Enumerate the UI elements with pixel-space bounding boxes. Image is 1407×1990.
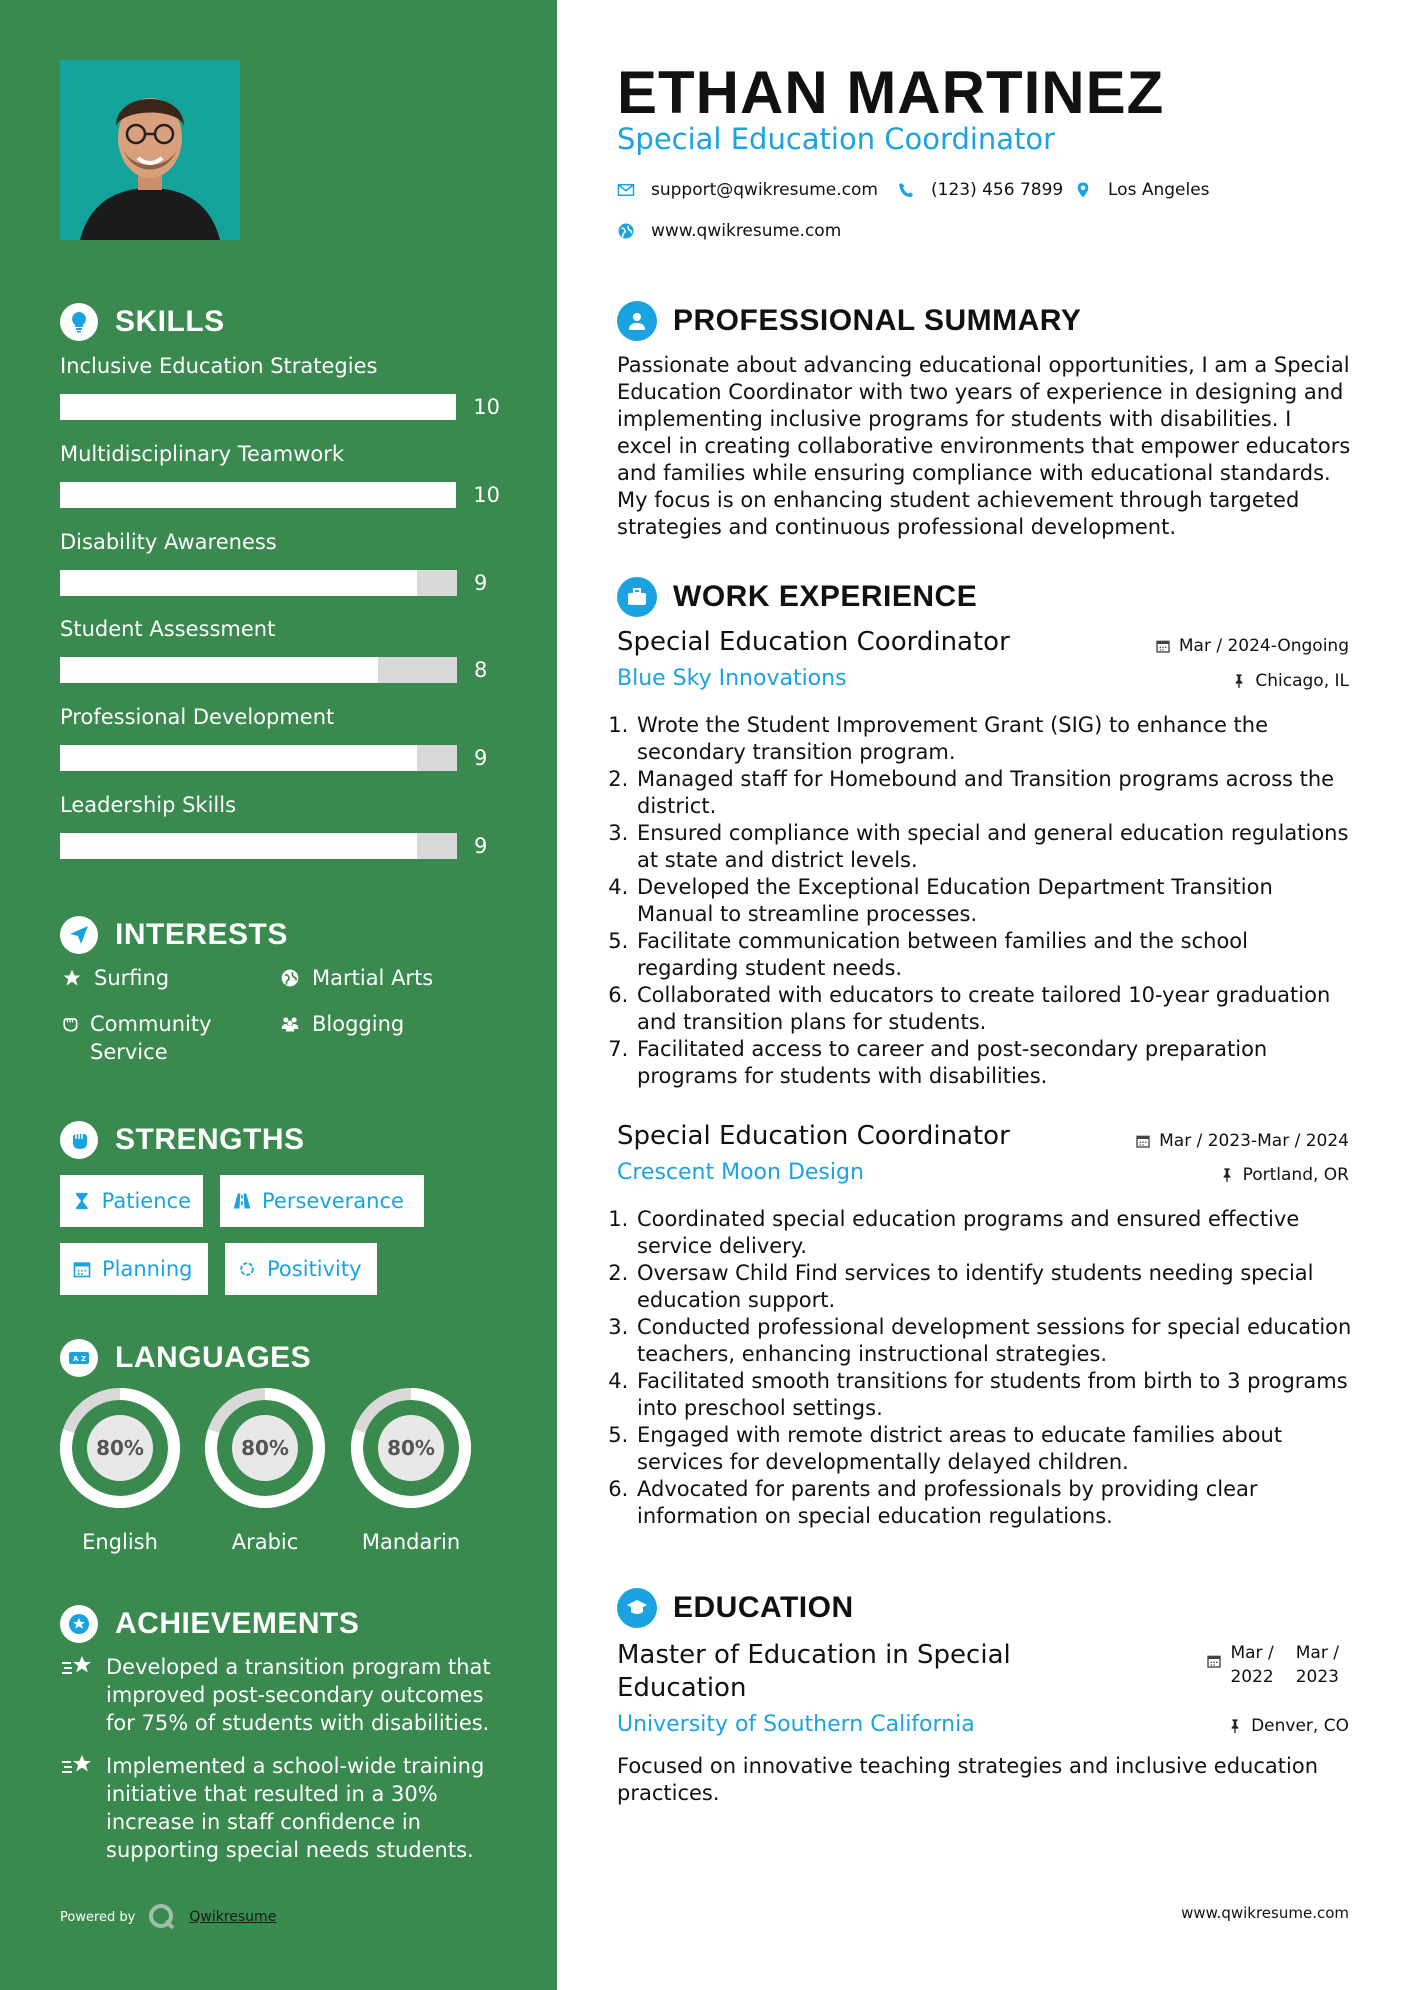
company-name: Blue Sky Innovations [617,666,847,691]
job-duties-list [617,712,1352,1090]
strength-label: Perseverance [262,1189,404,1213]
skill-item [60,615,500,683]
language-item [351,1388,471,1554]
duty-item: 4. Developed the Exceptional Education Department Transition Manual to streamline processes. [635,874,1352,928]
skill-bar [60,745,457,771]
language-percent: 80% [241,1436,289,1460]
skill-name: Professional Development [60,705,335,729]
summary-text: Passionate about advancing educational opportunities, I am a Special Education Coordinator with two years of experience in designing and implementing inclusive programs for students with disabilities. I excel in creating collaborative environments that empower educators and families while ensuring compliance with educational standards. My focus is on enhancing student achievement through targeted strategies and continuous professional development. [617,353,1351,539]
language-ring [60,1388,180,1508]
award-star-icon [60,1605,98,1643]
duty-item: 4. Facilitated smooth transitions for students from birth to 3 programs into preschool settings. [635,1368,1352,1422]
language-name: Arabic [231,1530,299,1554]
strength-badge [60,1175,203,1227]
skill-item [60,703,500,771]
contact-email [617,180,878,200]
strength-badge [60,1243,208,1295]
achievement-item [60,1752,500,1864]
interest-item [60,1010,260,1066]
calendar-icon [1155,638,1171,654]
users-icon [278,1010,302,1038]
summary-title: PROFESSIONAL SUMMARY [673,304,1082,337]
svg-text:Z: Z [81,1355,87,1363]
achievements-title: ACHIEVEMENTS [115,1607,360,1640]
interest-label: Martial Arts [312,966,434,990]
skill-score: 10 [473,483,500,507]
star-icon [60,964,84,992]
job-location [1219,1165,1349,1185]
duty-item: 5. Engaged with remote district areas to educate families about services for developmentally delayed children. [635,1422,1352,1476]
paper-plane-icon [60,916,98,954]
skill-score: 9 [474,834,488,858]
strength-label: Planning [102,1257,193,1281]
strength-label: Patience [101,1189,191,1213]
skill-item [60,440,500,508]
degree-line: Education [617,1673,747,1703]
phone-text[interactable]: (123) 456 7899 [931,180,1064,200]
skill-bar-fill [60,394,456,420]
skill-score: 10 [473,395,500,419]
strengths-title: STRENGTHS [115,1123,305,1156]
job-title: Special Education Coordinator [617,1121,1010,1151]
profile-photo [60,60,240,240]
svg-text:A: A [73,1355,79,1363]
job-location [1231,671,1349,691]
languages-title: LANGUAGES [115,1341,312,1374]
skills-heading [60,302,225,342]
interest-item [60,964,169,992]
calendar-icon [1135,1133,1151,1149]
language-name: English [82,1530,158,1554]
education-heading [617,1587,854,1629]
job-location-text: Portland, OR [1242,1165,1349,1185]
education-title: EDUCATION [673,1591,854,1624]
skill-item [60,352,500,420]
strength-badge [225,1243,377,1295]
achievements-heading [60,1604,359,1644]
company-name: Crescent Moon Design [617,1160,864,1185]
interests-title: INTERESTS [115,918,288,951]
interest-label: Blogging [312,1012,405,1036]
skill-score: 8 [474,658,488,682]
interest-label: Community Service [90,1012,212,1064]
contact-location [1074,180,1210,200]
contact-phone [897,180,1063,200]
experience-heading [617,576,977,618]
email-text[interactable]: support@qwikresume.com [651,180,878,200]
skill-bar [60,394,456,420]
powered-by [60,1902,276,1932]
degree-line: Master of Education in Special [617,1640,1011,1670]
skill-bar-fill [60,657,378,683]
end-year: 2023 [1295,1667,1339,1687]
summary-heading [617,300,1081,342]
hourglass-icon [72,1191,92,1211]
job-dates-text: Mar / 2024-Ongoing [1178,636,1349,656]
candidate-name: ETHAN MARTINEZ [617,59,1165,126]
duty-item: 1. Coordinated special education programs and ensured effective service delivery. [635,1206,1352,1260]
language-ring [205,1388,325,1508]
contact-website [617,221,841,241]
phone-icon [897,181,915,199]
candidate-role: Special Education Coordinator [617,122,1056,156]
avatar [60,60,240,240]
duty-item: 2. Managed staff for Homebound and Transition programs across the district. [635,766,1352,820]
sidebar [0,0,557,1990]
skill-bar [60,482,456,508]
experience-title: WORK EXPERIENCE [673,580,978,613]
language-percent: 80% [387,1436,435,1460]
qwikresume-logo-icon [147,1902,177,1932]
hand-icon [60,1010,80,1038]
skill-bar-fill [60,570,417,596]
shooting-star-icon [60,1653,96,1681]
lightbulb-icon [60,303,98,341]
pushpin-icon [1227,1718,1243,1734]
job-duties-list [617,1206,1352,1530]
qwikresume-link[interactable]: Qwikresume [189,1909,277,1925]
briefcase-icon [617,577,657,617]
user-icon [617,301,657,341]
skill-bar [60,833,457,859]
education-start [1230,1641,1273,1689]
road-icon [232,1191,252,1211]
skill-item [60,791,500,859]
job-title: Special Education Coordinator [617,627,1010,657]
job-dates [1155,636,1349,656]
skill-score: 9 [474,571,488,595]
skill-bar [60,657,457,683]
calendar-icon [1206,1653,1222,1669]
duty-item: 5. Facilitate communication between families and the school regarding student needs. [635,928,1352,982]
pushpin-icon [1231,673,1247,689]
calendar-icon [72,1259,92,1279]
skill-score: 9 [474,746,488,770]
globe-icon [278,964,302,992]
language-name: Mandarin [361,1530,461,1554]
interest-item [278,964,433,992]
school-name: University of Southern California [617,1712,975,1737]
skill-name: Inclusive Education Strategies [60,354,378,378]
globe-icon [617,222,635,240]
strengths-heading [60,1120,305,1160]
website-text[interactable]: www.qwikresume.com [651,221,842,241]
strength-badge [220,1175,424,1227]
language-item [60,1388,180,1554]
duty-item: 7. Facilitated access to career and post-secondary preparation programs for students with disabilities. [635,1036,1352,1090]
skill-name: Multidisciplinary Teamwork [60,442,345,466]
job-dates [1135,1131,1349,1151]
location-text: Los Angeles [1108,180,1210,200]
language-percent: 80% [96,1436,144,1460]
education-location-text: Denver, CO [1251,1716,1349,1736]
sun-icon [237,1259,257,1279]
envelope-icon [617,181,635,199]
achievement-text: Developed a transition program that improved post-secondary outcomes for 75% of students with disabilities. [106,1655,491,1735]
job-dates-text: Mar / 2023-Mar / 2024 [1159,1131,1349,1151]
job-location-text: Chicago, IL [1255,671,1349,691]
skill-name: Student Assessment [60,617,276,641]
shooting-star-icon [60,1752,96,1780]
powered-by-label: Powered by [60,1909,136,1925]
skill-name: Leadership Skills [60,793,237,817]
skill-bar-fill [60,745,417,771]
duty-item: 1. Wrote the Student Improvement Grant (SIG) to enhance the secondary transition program. [635,712,1352,766]
education-description: Focused on innovative teaching strategies and inclusive education practices. [617,1754,1318,1805]
language-ring [351,1388,471,1508]
start-year: 2022 [1230,1667,1274,1687]
skill-item [60,528,500,596]
language-item [205,1388,325,1554]
duty-item: 6. Collaborated with educators to create tailored 10-year graduation and transition plans for students. [635,982,1352,1036]
strength-label: Positivity [267,1257,362,1281]
interests-heading [60,915,288,955]
language-icon [60,1339,98,1377]
duty-item: 6. Advocated for parents and professionals by providing clear information on special education regulations. [635,1476,1352,1530]
duty-item: 3. Conducted professional development sessions for special education teachers, enhancing instructional strategies. [635,1314,1352,1368]
achievement-text: Implemented a school-wide training initiative that resulted in a 30% increase in staff confidence in supporting special needs students. [106,1754,485,1862]
start-month: Mar / [1230,1643,1274,1663]
duty-item: 2. Oversaw Child Find services to identify students needing special education support. [635,1260,1352,1314]
map-pin-icon [1074,181,1092,199]
fist-icon [60,1121,98,1159]
skills-title: SKILLS [115,305,225,338]
skill-bar [60,570,457,596]
languages-heading [60,1338,311,1378]
interest-item [278,1010,404,1038]
skill-bar-fill [60,833,417,859]
education-dates [1206,1641,1349,1689]
education-end [1296,1641,1339,1689]
graduation-icon [617,1588,657,1628]
footer-url[interactable]: www.qwikresume.com [1181,1904,1349,1922]
duty-item: 3. Ensured compliance with special and general education regulations at state and district levels. [635,820,1352,874]
pushpin-icon [1219,1167,1235,1183]
skill-bar-fill [60,482,456,508]
interest-label: Surfing [94,966,170,990]
education-location [1227,1716,1349,1736]
achievement-item [60,1653,500,1737]
degree-title [617,1639,1011,1705]
skill-name: Disability Awareness [60,530,277,554]
end-month: Mar / [1295,1643,1339,1663]
